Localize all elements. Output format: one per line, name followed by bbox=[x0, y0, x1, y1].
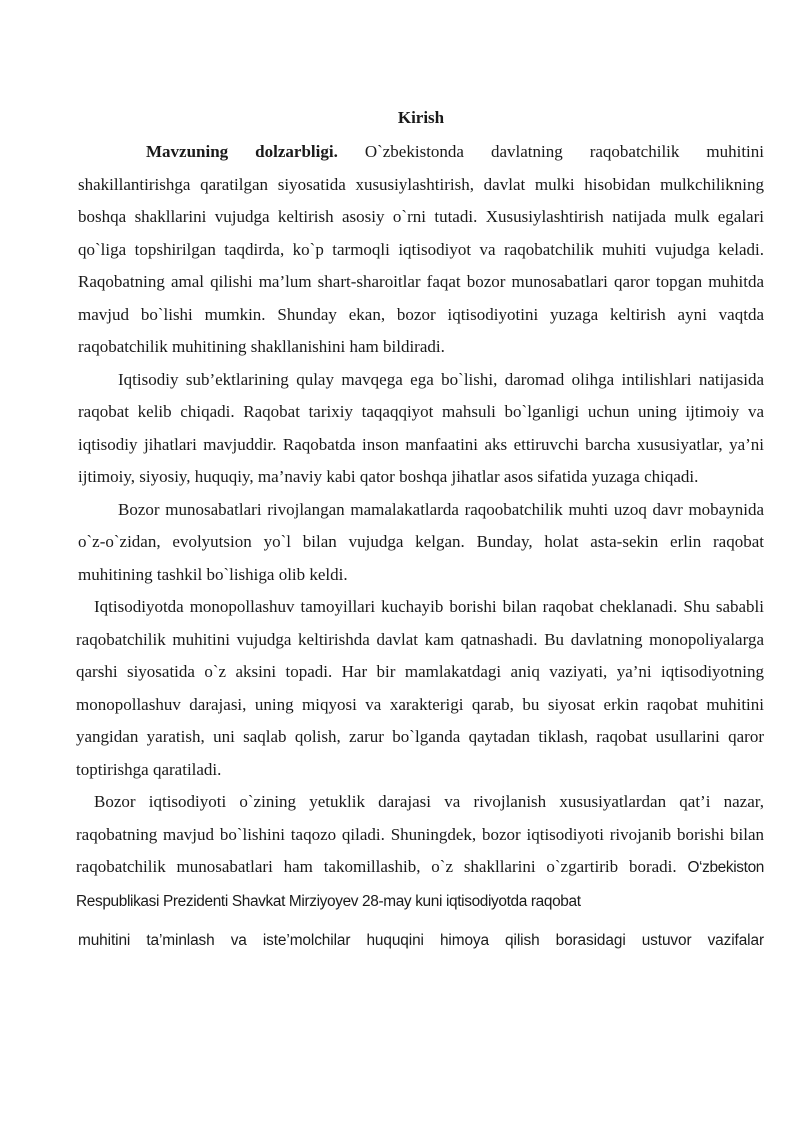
relevance-text: O`zbekistonda davlatning raqobatchilik muhitini shakillantirishga qaratilgan siyosatida xususiylashtirish, davlat mulki hisobidan mulkchilikning boshqa shakllarini vujudga keltirish asosiy o`rni tutadi. Xususiylashtirish natijada mulk egalari qo`liga topshirilgan taqdirda, ko`p tarmoqli iqtisodiyot va raqobatchilik muhiti vujudga keladi. Raqobatning amal qilishi ma’lum shart-sharoitlar faqat bozor munosabatlari qaror topgan muhitda mavjud bo`lishi mumkin. Shunday ekan, bozor iqtisodiyotini yuzaga keltirish ayni vaqtda raqobatchilik muhitining shakllanishini ham bildiradi. bbox=[78, 142, 765, 356]
paragraph-relevance bbox=[78, 136, 764, 364]
paragraph-4: Iqtisodiyotda monopollashuv tamoyillari kuchayib borishi bilan raqobat cheklanadi. Shu sababli raqobatchilik muhitini vujudga keltirishda davlat kam qatnashadi. Bu davlatning monopoliyalarga qarshi siyosatida o`z aksini topadi. Har bir mamlakatdagi aniq vaziyati, ya’ni iqtisodiyotning monopollashuv darajasi, uning miqyosi va xarakterigi qarab, bu siyosat erkin raqobat muhitini yangidan yaratish, uni saqlab qolish, zarur bo`lganda qaytadan tiklash, raqobat usullarini qaror toptirishga qaratiladi. bbox=[76, 597, 764, 779]
paragraph-5-last-line: muhitini ta’minlash va iste’molchilar huquqini himoya qilish borasidagi ustuvor vazifalar bbox=[78, 932, 764, 949]
document-page bbox=[78, 100, 764, 964]
paragraph-5-sans-run: O‘zbekiston Respublikasi Prezidenti Shavkat Mirziyoyev 28-may kuni iqtisodiyotda raqobat bbox=[76, 859, 764, 910]
paragraph-3: Bozor munosabatlari rivojlangan mamalakatlarda raqoobatchilik muhti uzoq davr mobaynida o`z-o`zidan, evolyutsion yo`l bilan vujudga kelgan. Bunday, holat asta-sekin erlin raqobat muhitining tashkil bo`lishiga olib keldi. bbox=[78, 499, 764, 584]
paragraph-5-text: Bozor iqtisodiyoti o`zining yetuklik darajasi va rivojlanish xususiyatlardan qat’i nazar, raqobatning mavjud bo`lishini taqozo qiladi. Shuningdek, bozor iqtisodiyoti rivojanib borishi bilan raqobatchilik munosabatlari ham takomillashib, o`z shakllarini o`zgartirib boradi. bbox=[76, 792, 764, 876]
document-title: Kirish bbox=[397, 108, 445, 127]
paragraph-2: Iqtisodiy sub’ektlarining qulay mavqega ega bo`lishi, daromad olihga intilishlari natijasida raqobat kelib chiqadi. Raqobat tarixiy taqaqqiyot mahsuli bo`lganligi uchun uning ijtimoiy va iqtisodiy jihatlari mavjuddir. Raqobatda inson manfaatini aks ettiruvchi barcha xususiyatlar, ya’ni ijtimoiy, siyosiy, huquqiy, ma’naviy kabi qator boshqa jihatlar asos sifatida yuzaga chiqadi. bbox=[78, 369, 764, 486]
paragraph-5 bbox=[76, 786, 764, 918]
relevance-heading: Mavzuning dolzarbligi. bbox=[146, 142, 338, 161]
